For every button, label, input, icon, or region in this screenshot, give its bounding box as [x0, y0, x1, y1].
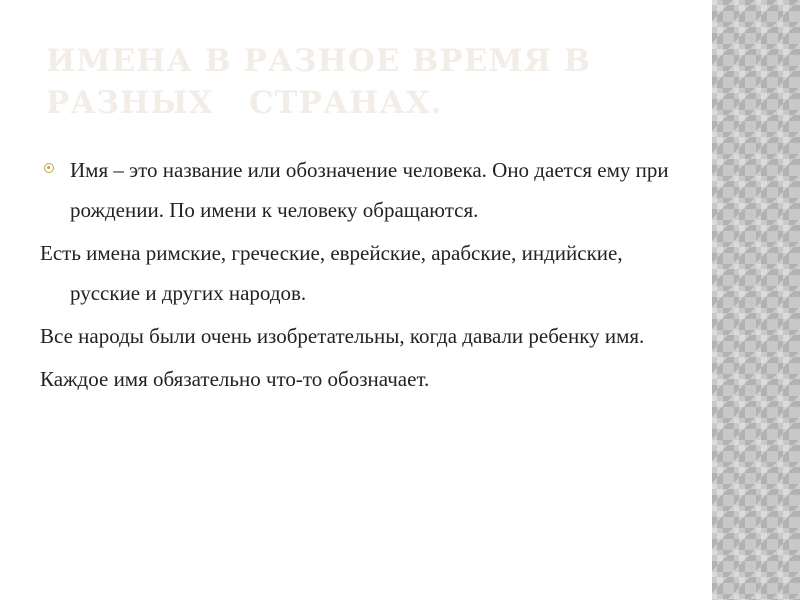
- paragraph-text: Все народы были очень изобретательны, когда давали ребенку имя.: [40, 324, 645, 348]
- paragraph-text: Имя – это название или обозначение человека. Оно дается ему при рождении. По имени к человеку обращаются.: [70, 158, 669, 222]
- paragraph-text: Есть имена римские, греческие, еврейские, арабские, индийские, русские и других народов.: [40, 241, 623, 305]
- slide-body: [40, 150, 680, 402]
- paragraph-2: [40, 233, 680, 313]
- paragraph-text: Каждое имя обязательно что-то обозначает.: [40, 367, 430, 391]
- side-pattern-strip: [712, 0, 800, 600]
- paragraph-4: [40, 359, 680, 399]
- slide-title: ИМЕНА В РАЗНОЕ ВРЕМЯ В РАЗНЫХ СТРАНАХ.: [46, 43, 603, 121]
- circle-bullet-icon: [44, 163, 54, 173]
- paragraph-3: [40, 316, 680, 356]
- bullet-paragraph-1: [40, 150, 680, 230]
